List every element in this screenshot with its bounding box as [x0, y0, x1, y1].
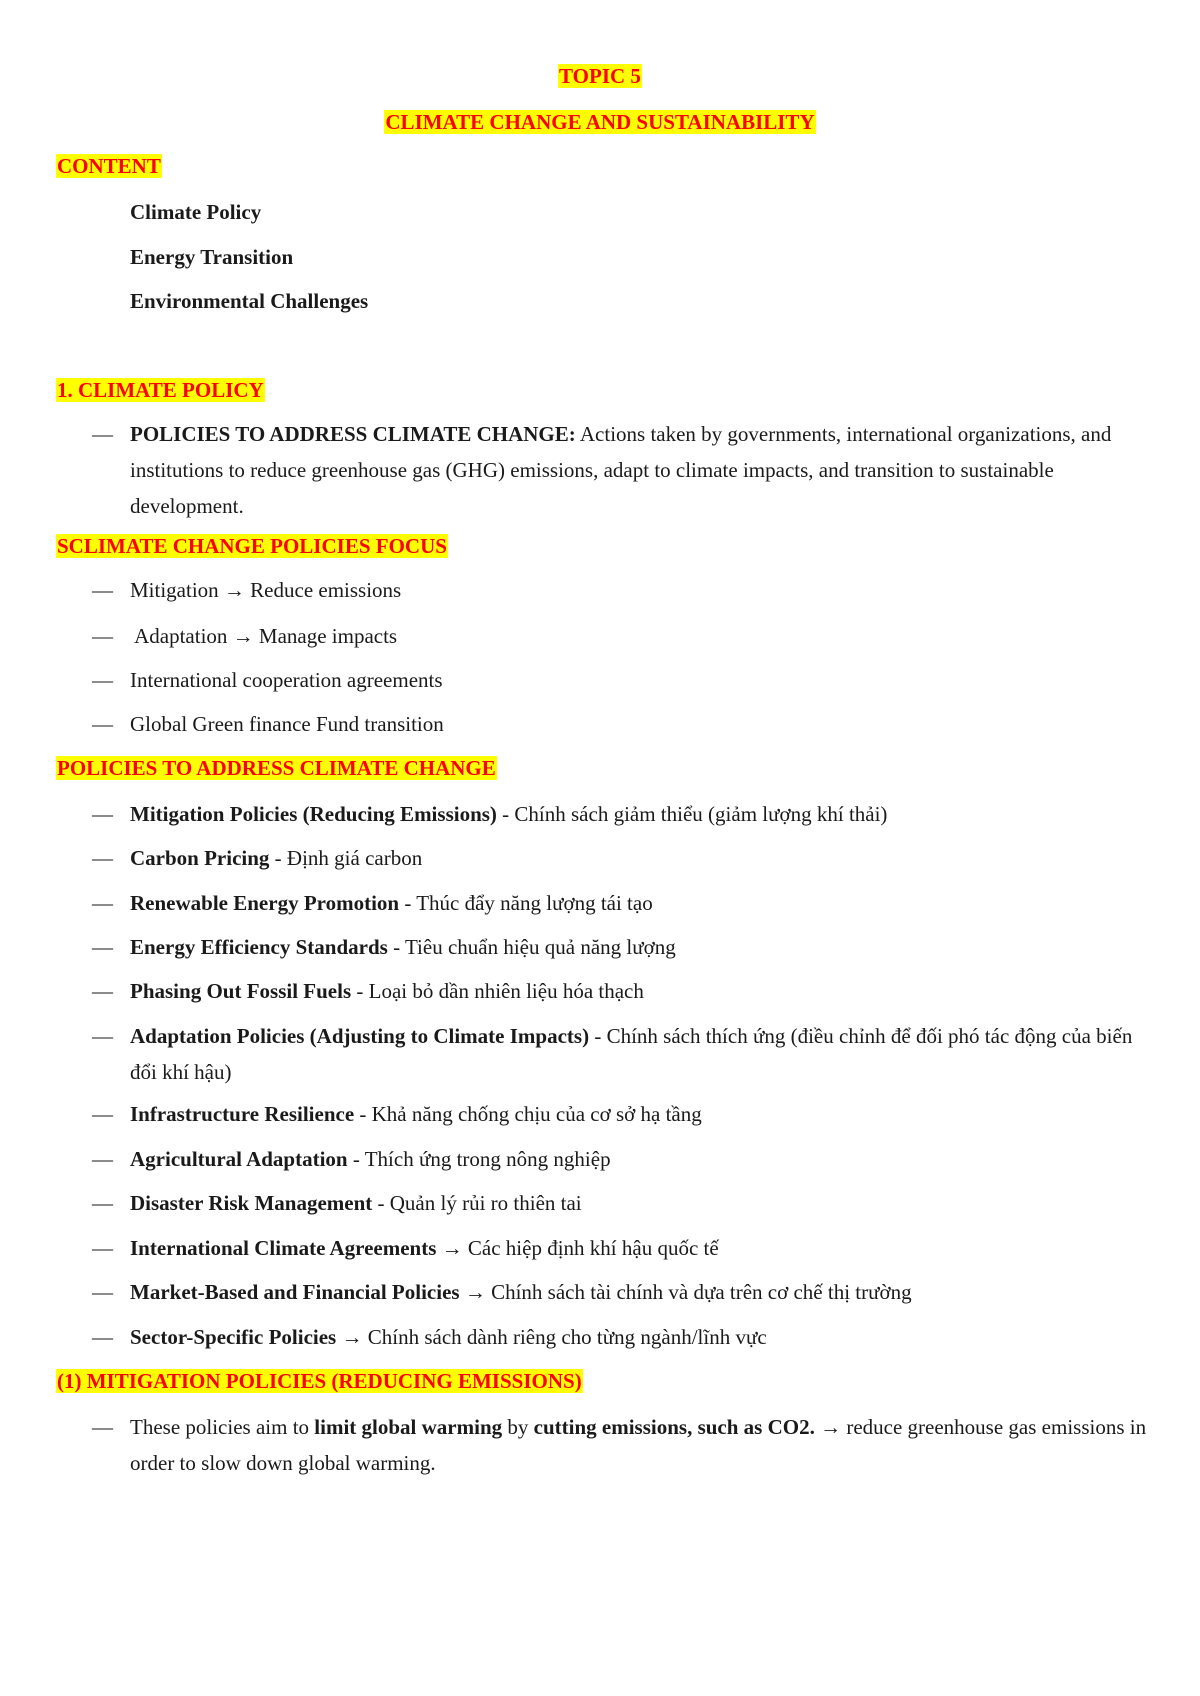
- policy-item: [92, 885, 1152, 921]
- policy-term: Adaptation Policies (Adjusting to Climate Impacts): [130, 1024, 590, 1048]
- policy-translation: - Chính sách thích ứng (điều chỉnh để đối phó tác động của biến đổi khí hậu): [130, 1024, 1133, 1084]
- dash-bullet: —: [92, 712, 113, 736]
- dash-bullet: —: [92, 1102, 113, 1126]
- policy-item: [92, 1018, 1152, 1090]
- policy-item: [92, 1096, 1152, 1132]
- section-heading-climate-policy: 1. CLIMATE POLICY: [57, 378, 264, 402]
- content-heading: CONTENT: [57, 154, 161, 178]
- dash-bullet: —: [92, 1024, 113, 1048]
- dash-bullet: —: [92, 1236, 113, 1260]
- content-item: Climate Policy: [130, 200, 262, 224]
- policy-item: [92, 929, 1152, 965]
- dash-bullet: —: [92, 1325, 113, 1349]
- definition-term: POLICIES TO ADDRESS CLIMATE CHANGE:: [130, 422, 576, 446]
- policy-term: Carbon Pricing: [130, 846, 270, 870]
- policy-translation: → Các hiệp định khí hậu quốc tế: [436, 1236, 719, 1260]
- policy-item: [92, 1319, 1152, 1355]
- policy-term: Sector-Specific Policies: [130, 1325, 337, 1349]
- definition-text: Actions taken by governments, international organizations, and institutions to reduce greenhouse gas (GHG) emissions, adapt to climate impacts, and transition to sustainable development.: [130, 422, 1112, 518]
- policy-item: [92, 1141, 1152, 1177]
- dash-bullet: —: [92, 935, 113, 959]
- policy-translation: - Thúc đẩy năng lượng tái tạo: [399, 891, 653, 915]
- policy-translation: - Khả năng chống chịu của cơ sở hạ tầng: [354, 1102, 702, 1126]
- policy-item: [92, 1230, 1152, 1266]
- dash-bullet: —: [92, 846, 113, 870]
- definition-bullet: [92, 416, 1152, 524]
- policy-item: [92, 796, 1152, 832]
- policy-term: Renewable Energy Promotion: [130, 891, 400, 915]
- list-item: — Adaptation → Manage impacts: [92, 618, 1152, 654]
- policy-translation: - Tiêu chuẩn hiệu quả năng lượng: [387, 935, 676, 959]
- dash-bullet: —: [92, 578, 113, 602]
- content-item: Energy Transition: [130, 245, 294, 269]
- dash-bullet: —: [92, 624, 113, 648]
- dash-bullet: —: [92, 668, 113, 692]
- list-item: — International cooperation agreements: [92, 662, 1152, 698]
- dash-bullet: —: [92, 979, 113, 1003]
- policy-translation: - Loại bỏ dần nhiên liệu hóa thạch: [351, 979, 644, 1003]
- topic-number: TOPIC 5: [559, 64, 641, 88]
- policy-term: Energy Efficiency Standards: [130, 935, 388, 959]
- policy-term: Disaster Risk Management: [130, 1191, 373, 1215]
- policy-term: Phasing Out Fossil Fuels: [130, 979, 352, 1003]
- section-heading-mitigation: (1) MITIGATION POLICIES (REDUCING EMISSIONS): [57, 1369, 582, 1393]
- list-item: — Mitigation → Reduce emissions: [92, 572, 1152, 608]
- policy-term: International Climate Agreements: [130, 1236, 437, 1260]
- mitigation-bullet: — These policies aim to limit global warming by cutting emissions, such as CO2. → reduce greenhouse gas emissions in order to slow down global warming.: [92, 1409, 1152, 1481]
- content-item: Environmental Challenges: [130, 289, 369, 313]
- dash-bullet: —: [92, 891, 113, 915]
- dash-bullet: —: [92, 802, 113, 826]
- dash-bullet: —: [92, 1147, 113, 1171]
- policy-term: Mitigation Policies (Reducing Emissions): [130, 802, 497, 826]
- document-title: CLIMATE CHANGE AND SUSTAINABILITY: [385, 110, 815, 134]
- section-heading-policies: POLICIES TO ADDRESS CLIMATE CHANGE: [57, 756, 496, 780]
- list-item: — Global Green finance Fund transition: [92, 706, 1152, 742]
- policy-translation: - Chính sách giảm thiểu (giảm lượng khí thải): [496, 802, 888, 826]
- policy-term: Market-Based and Financial Policies: [130, 1280, 460, 1304]
- dash-bullet: —: [92, 1191, 113, 1215]
- dash-bullet: —: [92, 1415, 113, 1439]
- dash-bullet: —: [92, 1280, 113, 1304]
- policy-translation: - Định giá carbon: [269, 846, 423, 870]
- section-heading-focus: SCLIMATE CHANGE POLICIES FOCUS: [57, 534, 447, 558]
- policy-term: Agricultural Adaptation: [130, 1147, 348, 1171]
- policy-translation: - Quản lý rủi ro thiên tai: [372, 1191, 582, 1215]
- policy-item: [92, 973, 1152, 1009]
- policy-item: [92, 1185, 1152, 1221]
- policy-translation: → Chính sách tài chính và dựa trên cơ chế thị trường: [459, 1280, 912, 1304]
- policy-item: [92, 1274, 1152, 1310]
- policy-translation: → Chính sách dành riêng cho từng ngành/lĩnh vực: [336, 1325, 767, 1349]
- dash-bullet: —: [92, 422, 113, 446]
- policy-translation: - Thích ứng trong nông nghiệp: [347, 1147, 611, 1171]
- policy-term: Infrastructure Resilience: [130, 1102, 355, 1126]
- policy-item: [92, 840, 1152, 876]
